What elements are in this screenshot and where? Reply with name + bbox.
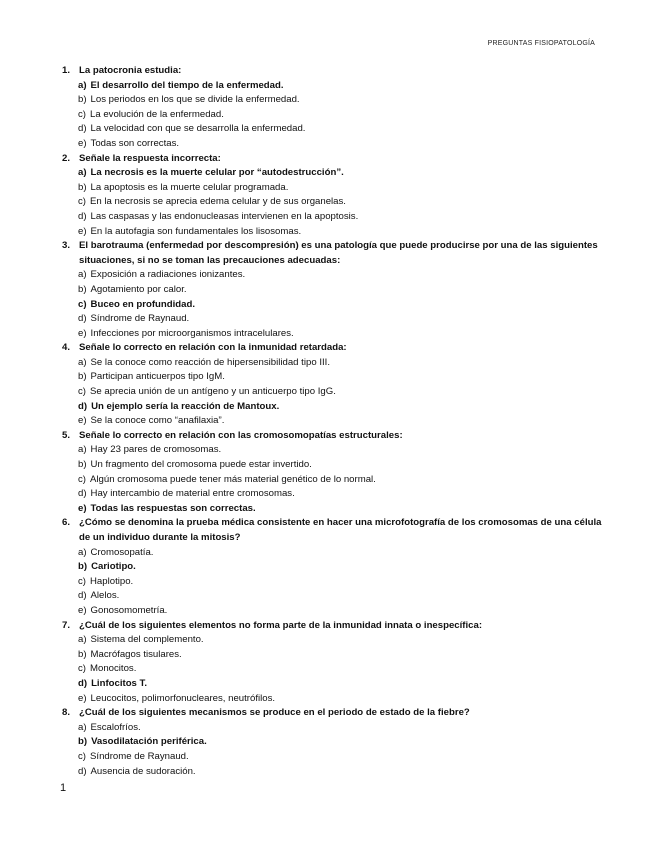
answer-option: [78, 79, 602, 94]
option-text: Exposición a radiaciones ionizantes.: [90, 269, 246, 281]
answer-option: [78, 93, 602, 108]
option-letter: c): [78, 750, 86, 762]
option-text: Hay intercambio de material entre cromosomas.: [90, 488, 295, 500]
answer-option: [78, 298, 602, 313]
answer-option: [78, 750, 602, 765]
answer-option: [78, 575, 602, 590]
answer-option: [78, 108, 602, 123]
question-number: 5.: [62, 429, 71, 441]
option-text: Ausencia de sudoración.: [90, 765, 196, 777]
answer-option: [78, 589, 602, 604]
option-letter: c): [78, 575, 86, 587]
question-number: 8.: [62, 707, 71, 719]
option-letter: c): [78, 196, 86, 208]
option-text: Infecciones por microorganismos intracelulares.: [90, 327, 294, 339]
option-text: El desarrollo del tiempo de la enfermedad.: [90, 79, 284, 91]
option-letter: d): [78, 765, 87, 777]
question-title: [62, 516, 602, 545]
answer-option: [78, 765, 602, 780]
option-letter: b): [78, 648, 87, 660]
option-letter: a): [78, 634, 87, 646]
option-letter: a): [78, 721, 87, 733]
option-text: Buceo en profundidad.: [90, 298, 195, 310]
question-title: [62, 341, 602, 356]
option-letter: d): [78, 313, 87, 325]
question-title: [62, 152, 602, 167]
option-text: La necrosis es la muerte celular por “autodestrucción”.: [90, 167, 344, 179]
option-text: Macrófagos tisulares.: [90, 648, 182, 660]
option-letter: d): [78, 210, 87, 222]
answer-option: [78, 648, 602, 663]
option-text: Participan anticuerpos tipo IgM.: [90, 371, 225, 383]
answer-option: [78, 327, 602, 342]
option-letter: a): [78, 167, 87, 179]
question-text: ¿Cuál de los siguientes elementos no forma parte de la inmunidad innata o inespecífica:: [79, 619, 483, 631]
option-text: Leucocitos, polimorfonucleares, neutrófilos.: [90, 692, 276, 704]
question-text: Señale lo correcto en relación con la inmunidad retardada:: [79, 342, 347, 354]
answer-option: [78, 604, 602, 619]
option-text: Vasodilatación periférica.: [91, 736, 207, 748]
answer-option: [78, 560, 602, 575]
question-5: [62, 429, 602, 517]
answer-option: [78, 400, 602, 415]
question-number: 3.: [62, 240, 71, 252]
option-letter: a): [78, 546, 87, 558]
option-text: Se aprecia unión de un antígeno y un anticuerpo tipo IgG.: [90, 386, 336, 398]
option-letter: e): [78, 137, 87, 149]
answer-option: [78, 312, 602, 327]
option-letter: b): [78, 94, 87, 106]
option-text: En la autofagia son fundamentales los lisosomas.: [90, 225, 302, 237]
answer-option: [78, 137, 602, 152]
answer-option: [78, 370, 602, 385]
question-text: Señale lo correcto en relación con las cromosomopatías estructurales:: [79, 429, 403, 441]
answer-option: [78, 735, 602, 750]
option-letter: b): [78, 561, 88, 573]
option-letter: c): [78, 663, 86, 675]
option-letter: d): [78, 590, 87, 602]
answer-option: [78, 122, 602, 137]
question-text: ¿Cuál de los siguientes mecanismos se produce en el periodo de estado de la fiebre?: [79, 707, 470, 719]
question-7: [62, 619, 602, 707]
question-title: [62, 64, 602, 79]
option-letter: e): [78, 225, 87, 237]
question-8: [62, 706, 602, 779]
option-text: Un ejemplo sería la reacción de Mantoux.: [91, 400, 280, 412]
question-2: [62, 152, 602, 240]
answer-option: [78, 225, 602, 240]
option-text: Todas son correctas.: [90, 137, 180, 149]
option-letter: c): [78, 473, 86, 485]
question-3: [62, 239, 602, 341]
option-text: Los periodos en los que se divide la enfermedad.: [90, 94, 300, 106]
answer-option: [78, 283, 602, 298]
option-letter: b): [78, 371, 87, 383]
option-text: La velocidad con que se desarrolla la enfermedad.: [90, 123, 306, 135]
answer-option: [78, 414, 602, 429]
question-title: [62, 619, 602, 634]
option-letter: e): [78, 327, 87, 339]
question-title: [62, 239, 602, 268]
question-list: [62, 64, 602, 779]
option-text: Haplotipo.: [90, 575, 134, 587]
question-number: 2.: [62, 152, 71, 164]
question-number: 6.: [62, 517, 71, 529]
option-text: Hay 23 pares de cromosomas.: [90, 444, 222, 456]
option-text: Agotamiento por calor.: [90, 283, 187, 295]
answer-option: [78, 443, 602, 458]
answer-option: [78, 385, 602, 400]
option-letter: d): [78, 400, 88, 412]
question-1: [62, 64, 602, 152]
option-letter: d): [78, 488, 87, 500]
question-text: ¿Cómo se denomina la prueba médica consistente en hacer una microfotografía de los cromosomas de una célula de un individuo durante la mitosis?: [79, 517, 602, 543]
page-number: 1: [60, 782, 67, 794]
answer-option: [78, 181, 602, 196]
option-text: La apoptosis es la muerte celular programada.: [90, 181, 289, 193]
option-letter: a): [78, 79, 87, 91]
question-number: 7.: [62, 619, 71, 631]
question-title: [62, 706, 602, 721]
option-letter: b): [78, 736, 88, 748]
answer-option: [78, 195, 602, 210]
option-text: Gonosomometría.: [90, 604, 168, 616]
option-letter: d): [78, 123, 87, 135]
answer-option: [78, 662, 602, 677]
answer-option: [78, 356, 602, 371]
option-letter: b): [78, 459, 87, 471]
option-letter: c): [78, 108, 86, 120]
option-letter: a): [78, 444, 87, 456]
option-text: Las caspasas y las endonucleasas intervienen en la apoptosis.: [90, 210, 359, 222]
answer-option: [78, 502, 602, 517]
option-text: Síndrome de Raynaud.: [90, 750, 189, 762]
option-text: Escalofríos.: [90, 721, 141, 733]
option-letter: e): [78, 604, 87, 616]
answer-option: [78, 458, 602, 473]
question-number: 1.: [62, 65, 71, 76]
option-letter: a): [78, 356, 87, 368]
option-text: La evolución de la enfermedad.: [90, 108, 224, 120]
option-letter: e): [78, 502, 87, 514]
option-text: Cariotipo.: [91, 561, 136, 573]
question-6: [62, 516, 602, 618]
option-letter: e): [78, 692, 87, 704]
answer-option: [78, 210, 602, 225]
option-text: Sistema del complemento.: [90, 634, 204, 646]
question-text: El barotrauma (enfermedad por descompresión) es una patología que puede producirse por una de las siguientes situaciones, si no se toman las precauciones adecuadas:: [79, 240, 598, 266]
option-letter: a): [78, 269, 87, 281]
option-text: Síndrome de Raynaud.: [90, 313, 190, 325]
option-text: Monocitos.: [90, 663, 137, 675]
option-text: Cromosopatía.: [90, 546, 154, 558]
answer-option: [78, 546, 602, 561]
option-letter: b): [78, 181, 87, 193]
option-letter: e): [78, 415, 87, 427]
question-title: [62, 429, 602, 444]
option-letter: c): [78, 386, 86, 398]
option-text: Algún cromosoma puede tener más material genético de lo normal.: [90, 473, 376, 485]
answer-option: [78, 166, 602, 181]
page-header: PREGUNTAS FISIOPATOLOGÍA: [487, 40, 595, 47]
option-text: Se la conoce como “anafilaxia”.: [90, 415, 225, 427]
option-text: Se la conoce como reacción de hipersensibilidad tipo III.: [90, 356, 330, 368]
question-text: La patocronia estudia:: [79, 65, 182, 76]
answer-option: [78, 487, 602, 502]
answer-option: [78, 268, 602, 283]
option-letter: d): [78, 677, 88, 689]
option-letter: c): [78, 298, 87, 310]
option-text: En la necrosis se aprecia edema celular y de sus organelas.: [90, 196, 346, 208]
answer-option: [78, 721, 602, 736]
option-text: Alelos.: [90, 590, 120, 602]
answer-option: [78, 473, 602, 488]
question-number: 4.: [62, 342, 71, 354]
answer-option: [78, 692, 602, 707]
answer-option: [78, 677, 602, 692]
option-text: Un fragmento del cromosoma puede estar invertido.: [90, 459, 312, 471]
question-4: [62, 341, 602, 429]
answer-option: [78, 633, 602, 648]
option-text: Linfocitos T.: [91, 677, 148, 689]
question-text: Señale la respuesta incorrecta:: [79, 152, 221, 164]
option-text: Todas las respuestas son correctas.: [90, 502, 256, 514]
option-letter: b): [78, 283, 87, 295]
